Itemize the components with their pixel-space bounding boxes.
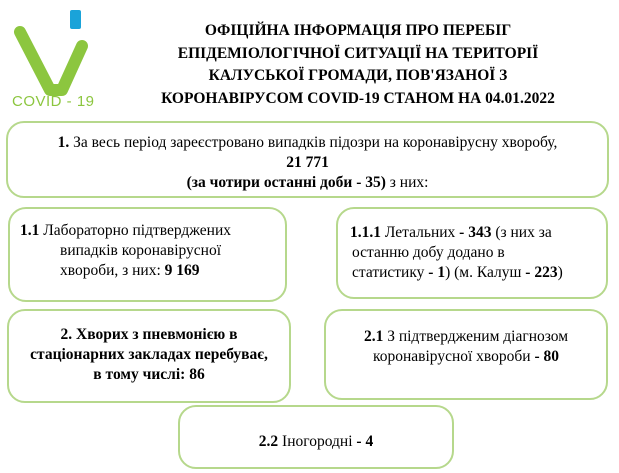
total-suspected-box bbox=[6, 121, 609, 198]
confirmed-diagnosis-line2: коронавірусної хвороби bbox=[372, 348, 535, 365]
lab-confirmed-box bbox=[8, 207, 287, 302]
title-line: ОФІЦІЙНА ІНФОРМАЦІЯ ПРО ПЕРЕБІГ bbox=[204, 22, 512, 39]
total-suspected-value: 21 771 bbox=[286, 154, 329, 171]
covid-v-logo-icon bbox=[6, 6, 106, 96]
added-value: - 1 bbox=[428, 264, 446, 281]
nonresidents-value: - 4 bbox=[356, 433, 374, 450]
lab-confirmed-value: 9 169 bbox=[164, 262, 200, 279]
nonresidents-label: Іногородні bbox=[278, 433, 357, 450]
of-them-label: з них: bbox=[385, 174, 429, 191]
nonresidents-box bbox=[178, 405, 454, 469]
deaths-box bbox=[336, 207, 608, 299]
pneumonia-line3: в тому числі: bbox=[93, 366, 190, 383]
closing-paren: ) bbox=[557, 264, 563, 281]
deaths-note: (з них за bbox=[491, 224, 552, 241]
item-number: 1.1.1 bbox=[350, 224, 381, 241]
pneumonia-line2: стаціонарних закладах перебуває, bbox=[30, 346, 268, 363]
item-number: 2.2 bbox=[258, 433, 279, 450]
pneumonia-value: 86 bbox=[189, 366, 205, 383]
lab-confirmed-label: Лабораторно підтверджених bbox=[39, 222, 232, 239]
deaths-line3: статистику bbox=[352, 264, 429, 281]
title-line: КАЛУСЬКОЇ ГРОМАДИ, ПОВ'ЯЗАНОЇ З bbox=[208, 67, 508, 84]
lab-confirmed-line2: випадків коронавірусної bbox=[60, 242, 222, 259]
deaths-value: - 343 bbox=[459, 224, 492, 241]
page-title bbox=[108, 20, 608, 110]
last-four-days: (за чотири останні доби - 35) bbox=[186, 174, 386, 191]
confirmed-diagnosis-box bbox=[324, 309, 608, 400]
title-line: ЕПІДЕМІОЛОГІЧНОЇ СИТУАЦІЇ НА ТЕРИТОРІЇ bbox=[177, 44, 539, 62]
kalush-value: - 223 bbox=[525, 264, 558, 281]
confirmed-diagnosis-label: З підтвердженим діагнозом bbox=[383, 328, 569, 345]
item-number: 2.1 bbox=[363, 328, 384, 345]
item-number: 1. bbox=[57, 134, 70, 151]
confirmed-diagnosis-value: - 80 bbox=[534, 348, 559, 365]
pneumonia-box bbox=[7, 309, 291, 403]
logo-text: COVID - 19 bbox=[12, 93, 95, 110]
lab-confirmed-line3: хвороби, з них: bbox=[60, 262, 165, 279]
deaths-line2: останню добу додано в bbox=[352, 244, 505, 261]
title-line: КОРОНАВІРУСОМ COVID-19 СТАНОМ НА 04.01.2022 bbox=[161, 89, 555, 107]
total-suspected-label: За весь період зареєстровано випадків підозри на коронавірусну хворобу, bbox=[69, 134, 558, 151]
item-number: 1.1 bbox=[20, 222, 40, 239]
deaths-label: Летальних bbox=[381, 224, 460, 241]
pneumonia-line1: 2. Хворих з пневмонією в bbox=[60, 326, 238, 343]
kalush-label: ) (м. Калуш bbox=[445, 264, 526, 281]
